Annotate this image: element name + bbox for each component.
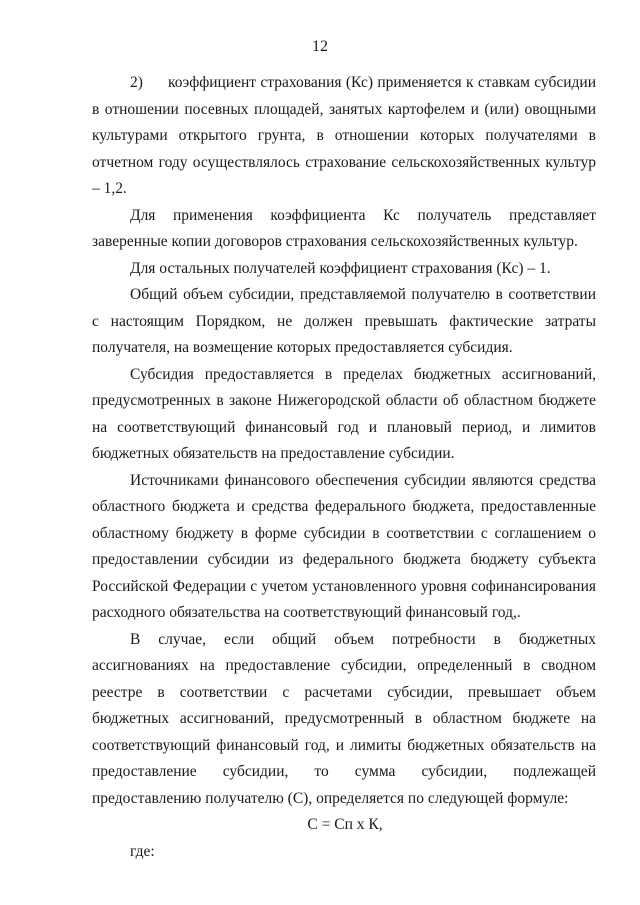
list-item-text: коэффициент страхования (Кс) применяется к ставкам субсидии в отношении посевных площадей, занятых картофелем и (или) овощными культурами открытого грунта, в отношении которых получателями в отчетном году осуществлялось страхование сельскохозяйственных культур – 1,2. (92, 74, 596, 197)
paragraph-total-subsidy: Общий объем субсидии, представляемой получателю в соответствии с настоящим Порядком, не должен превышать фактические затраты получателя, на возмещение которых предоставляется субсидия. (92, 286, 596, 356)
page-number: 12 (312, 38, 328, 55)
list-item-2 (92, 70, 596, 203)
paragraph-insurance-documents: Для применения коэффициента Кс получатель представляет заверенные копии договоров страхования сельскохозяйственных культур. (92, 206, 596, 250)
paragraph-budget-limits: Субсидия предоставляется в пределах бюджетных ассигнований, предусмотренных в законе Нижегородской области об областном бюджете на соответствующий финансовый год и плановый период, и лимитов бюджетных обязательств на предоставление субсидии. (92, 365, 596, 462)
list-item-number: 2) (130, 74, 143, 91)
paragraph-other-recipients: Для остальных получателей коэффициент страхования (Кс) – 1. (130, 259, 551, 277)
paragraph-subsidy-calculation: В случае, если общий объем потребности в бюджетных ассигнованиях на предоставление субсидии, определенный в сводном реестре в соответствии с расчетами субсидии, превышает объем бюджетных ассигнований, предусмотренный в областном бюджете на соответствующий финансовый год, и лимиты бюджетных обязательств на предоставление субсидии, то сумма субсидии, подлежащей предоставлению получателю (С), определяется по следующей формуле: (92, 630, 596, 807)
formula-where-label: где: (130, 842, 155, 860)
paragraph-funding-sources: Источниками финансового обеспечения субсидии являются средства областного бюджета и средства федерального бюджета, предоставленные областному бюджету в форме субсидии в соответствии с соглашением о предоставлении субсидии из федерального бюджета бюджету субъекта Российской Федерации с учетом установленного уровня софинансирования расходного обязательства на соответствующий финансовый год,. (92, 471, 596, 621)
formula: С = Сп х К, (307, 816, 383, 833)
document-body (92, 70, 596, 865)
